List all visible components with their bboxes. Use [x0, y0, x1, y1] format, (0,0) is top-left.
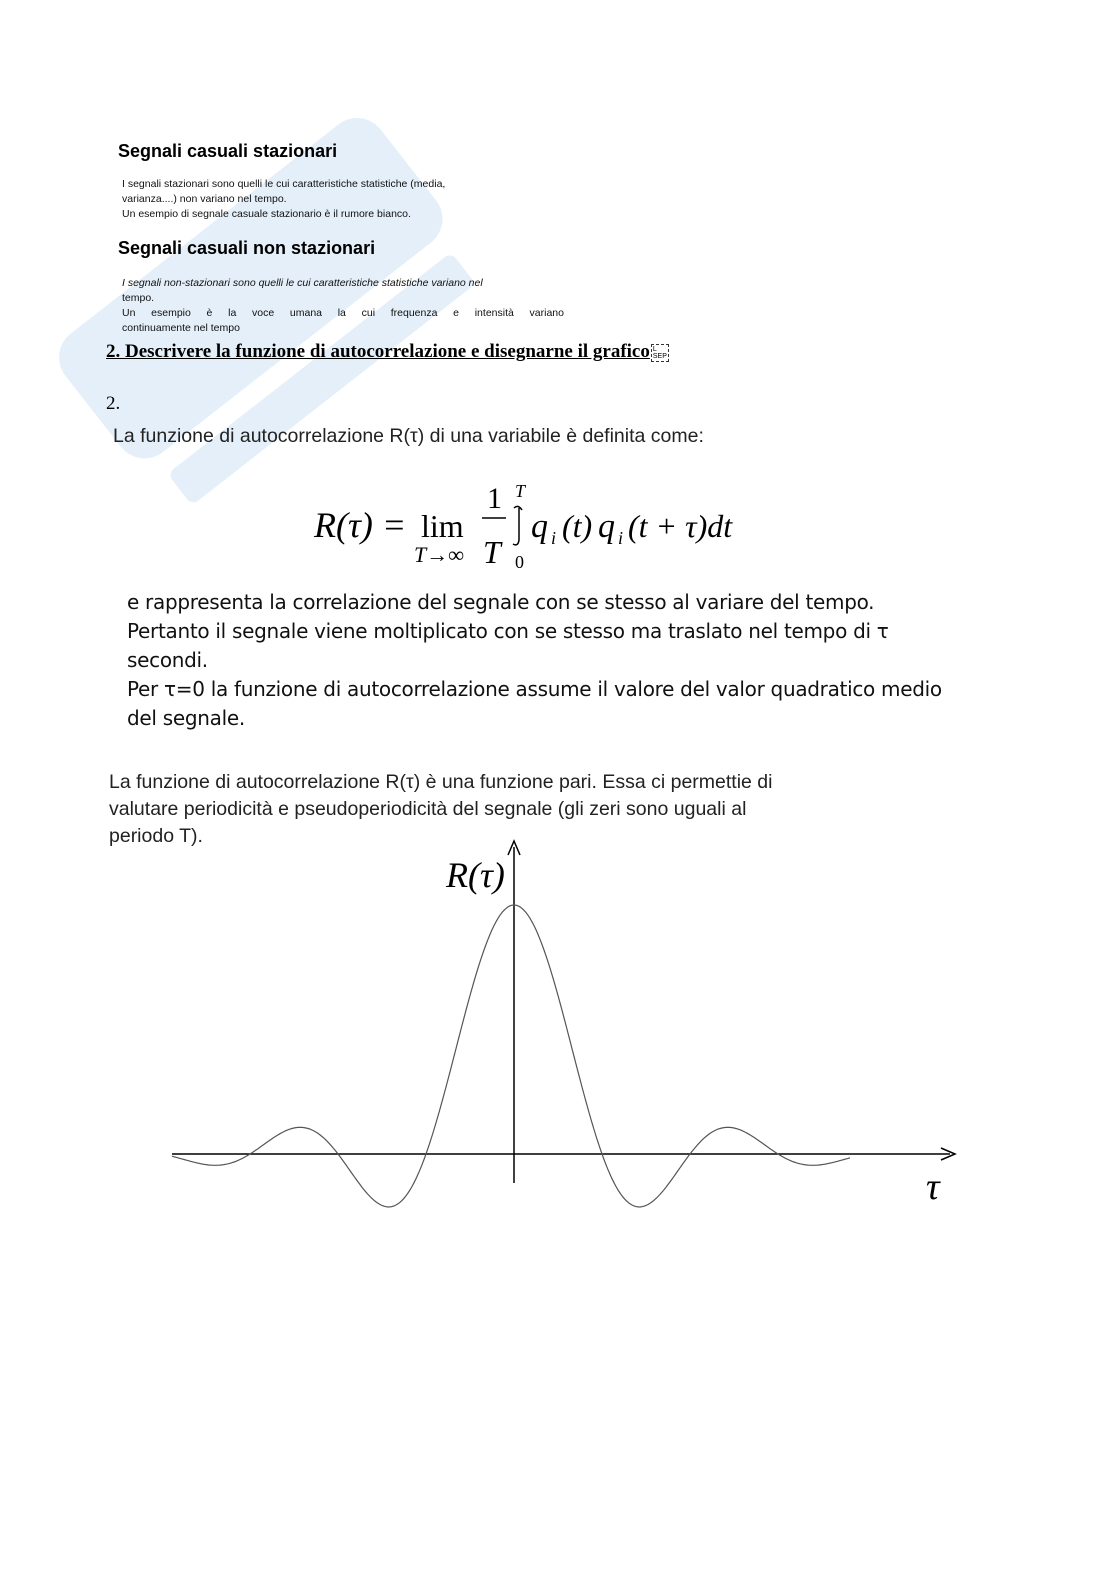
text-line: Per τ=0 la funzione di autocorrelazione assume il valore del valor quadratico medio	[127, 677, 942, 701]
section-heading-non-stazionari: Segnali casuali non stazionari	[118, 238, 376, 258]
formula-q1: q	[531, 508, 548, 545]
text-line: Pertanto il segnale viene moltiplicato con se stesso ma traslato nel tempo di τ	[127, 619, 889, 643]
section-heading-stazionari: Segnali casuali stazionari	[118, 141, 338, 161]
x-axis-label: τ	[926, 1166, 940, 1208]
formula-sub-i1: i	[551, 528, 557, 548]
text-line: continuamente nel tempo	[122, 322, 240, 334]
text-line: tempo.	[122, 292, 155, 304]
formula-int-lower: 0	[515, 552, 524, 572]
text-line: varianza....) non variano nel tempo.	[122, 193, 287, 205]
sep-bottom: SEP	[652, 352, 667, 360]
formula-shift-arg: (t + τ)dt	[628, 508, 733, 544]
formula-frac-den: T	[483, 534, 501, 570]
question-text: 2. Descrivere la funzione di autocorrelazione e disegnarne il grafico	[106, 341, 650, 362]
autocorrelation-formula	[0, 0, 1116, 600]
text-line: I segnali stazionari sono quelli le cui caratteristiche statistiche (media,	[122, 178, 446, 190]
text-line: secondi.	[127, 648, 208, 672]
formula-frac-num: 1	[487, 482, 502, 515]
text-line: e rappresenta la correlazione del segnale con se stesso al variare del tempo.	[127, 590, 875, 614]
text-line: La funzione di autocorrelazione R(τ) è una funzione pari. Essa ci permettie di	[109, 771, 773, 793]
formula-lhs: R(τ) =	[314, 505, 407, 545]
text-line: Un esempio di segnale casuale stazionario è il rumore bianco.	[122, 208, 411, 220]
formula-t-arg: (t)	[562, 508, 593, 544]
formula-sub-i2: i	[618, 528, 624, 548]
answer-paragraph-1	[127, 588, 1007, 733]
formula-int-upper: T	[515, 481, 526, 501]
y-axis-label: R(τ)	[446, 855, 505, 895]
text-line: del segnale.	[127, 706, 245, 730]
text-line: periodo T).	[109, 825, 203, 847]
text-line: valutare periodicità e pseudoperiodicità del segnale (gli zeri sono uguali al	[109, 798, 747, 820]
answer-number: 2.	[106, 393, 121, 414]
text-line: Un esempio è la voce umana la cui frequenza e intensità variano	[122, 307, 564, 319]
autocorrelation-curve	[172, 905, 850, 1207]
formula-q2: q	[598, 508, 615, 545]
formula-lim-sub: T→∞	[414, 542, 464, 567]
integral-sign-icon	[513, 506, 522, 545]
autocorrelation-graph	[160, 835, 980, 1215]
text-line: I segnali non-stazionari sono quelli le cui caratteristiche statistiche variano nel	[122, 277, 483, 289]
sep-top: L	[652, 345, 657, 353]
answer-intro: La funzione di autocorrelazione R(τ) di una variabile è definita come:	[113, 425, 704, 447]
formula-lim: lim	[421, 508, 464, 544]
